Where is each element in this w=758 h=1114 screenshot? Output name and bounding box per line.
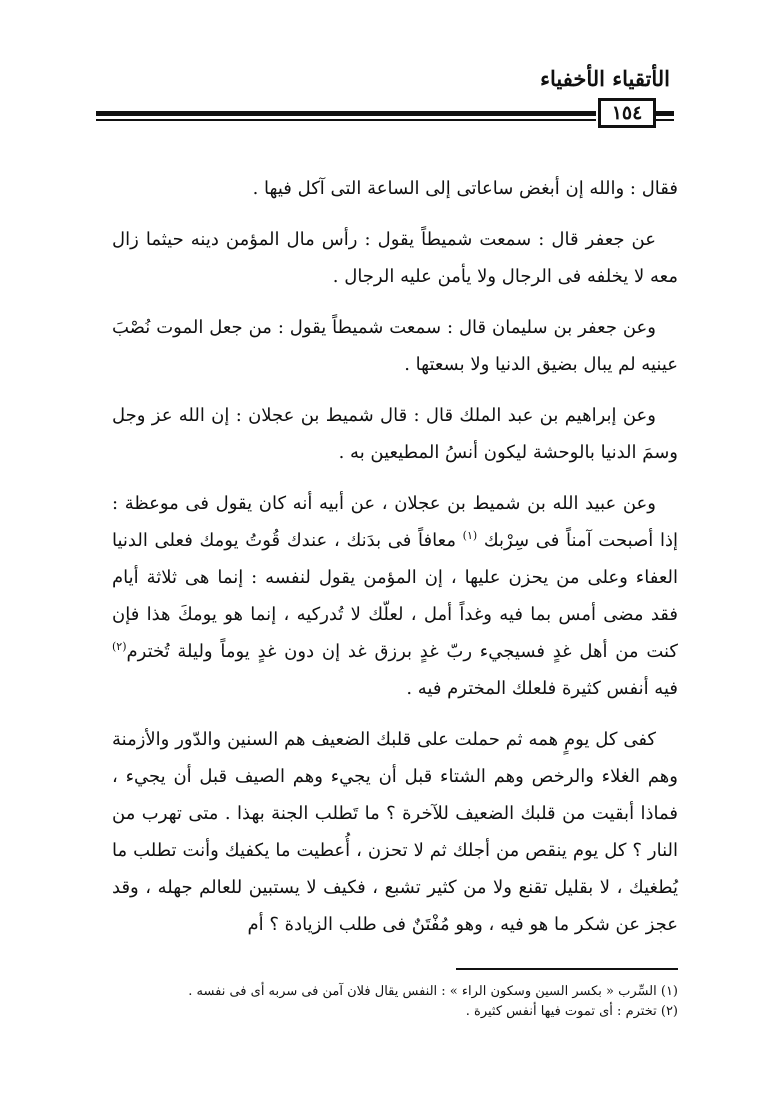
- page-number: ١٥٤: [598, 98, 656, 128]
- paragraph-5-part-2: معافاً فى بدَنك ، عندك قُوتُ يومك فعلى الدنيا العفاء وعلى من يحزن عليها ، إن المؤمن يقول لنفسه : إنما هى ثلاثة أيام فقد مضى أمس بما فيه وغداً أمل ، لعلّك لا تُدركيه ، إنما هو يومكَ هذا فإن كنت من أهل غدٍ فسيجيء ربّ غدٍ برزق غد إن دون غدٍ يوماً وليلة تُخترم: [112, 530, 678, 662]
- header-rule-end-thin: [656, 119, 674, 121]
- header-rule-thin: [96, 119, 596, 121]
- footnote-separator: [456, 968, 678, 970]
- paragraph-6: كفى كل يومٍ همه ثم حملت على قلبك الضعيف هم السنين والدّور والأزمنة وهم الغلاء والرخص وهم الشتاء قبل أن يجيء وهم الصيف قبل أن يجيء ، فماذا أبقيت من قلبك الضعيف للآخرة ؟ ما تَطلب الجنة بهذا . متى تهرب من النار ؟ كل يوم ينقص من أجلك ثم لا تحزن ، أُعطيت ما يكفيك وأنت تطلب ما يُطغيك ، لا بقليل تقنع ولا من كثير تشبع ، فكيف لا يستبين للعالم جهله ، وقد عجز عن شكر ما هو فيه ، وهو مُفْتَنٌ فى طلب الزيادة ؟ أم: [112, 729, 678, 935]
- footnote-marker-2: (٢): [112, 640, 127, 653]
- paragraph-5: [112, 485, 678, 707]
- header-rule: [96, 111, 596, 116]
- body-text: [112, 170, 678, 957]
- footnote-marker-1: (١): [462, 529, 478, 542]
- paragraph-5-part-3: فيه أنفس كثيرة فلعلك المخترم فيه .: [406, 678, 678, 699]
- paragraph-2: عن جعفر قال : سمعت شميطاً يقول : رأس مال المؤمن دينه حيثما زال معه لا يخلفه فى الرجال ولا يأمن عليه الرجال .: [112, 229, 678, 287]
- paragraph-1: فقال : والله إن أبغض ساعاتى إلى الساعة التى آكل فيها .: [252, 178, 678, 199]
- footnotes: [150, 982, 678, 1022]
- footnote-1: (١) السِّرب « بكسر السين وسكون الراء » : النفس يقال فلان آمن فى سربه أى فى نفسه .: [188, 984, 678, 999]
- header-rule-end: [656, 111, 674, 116]
- footnote-2: (٢) تخترم : أى تموت فيها أنفس كثيرة .: [465, 1004, 678, 1019]
- paragraph-5-part-1: وعن عبيد الله بن شميط بن عجلان ، عن أبيه أنه كان يقول فى موعظة : إذا أصبحت آمناً فى سِرْبك: [112, 493, 678, 551]
- paragraph-4: وعن إبراهيم بن عبد الملك قال : قال شميط بن عجلان : إن الله عز وجل وسمَ الدنيا بالوحشة ليكون أنسُ المطيعين به .: [112, 405, 678, 463]
- running-title: الأتقياء الأخفياء: [540, 66, 670, 91]
- paragraph-3: وعن جعفر بن سليمان قال : سمعت شميطاً يقول : من جعل الموت نُصْبَ عينيه لم يبال بضيق الدنيا ولا بسعتها .: [112, 317, 678, 375]
